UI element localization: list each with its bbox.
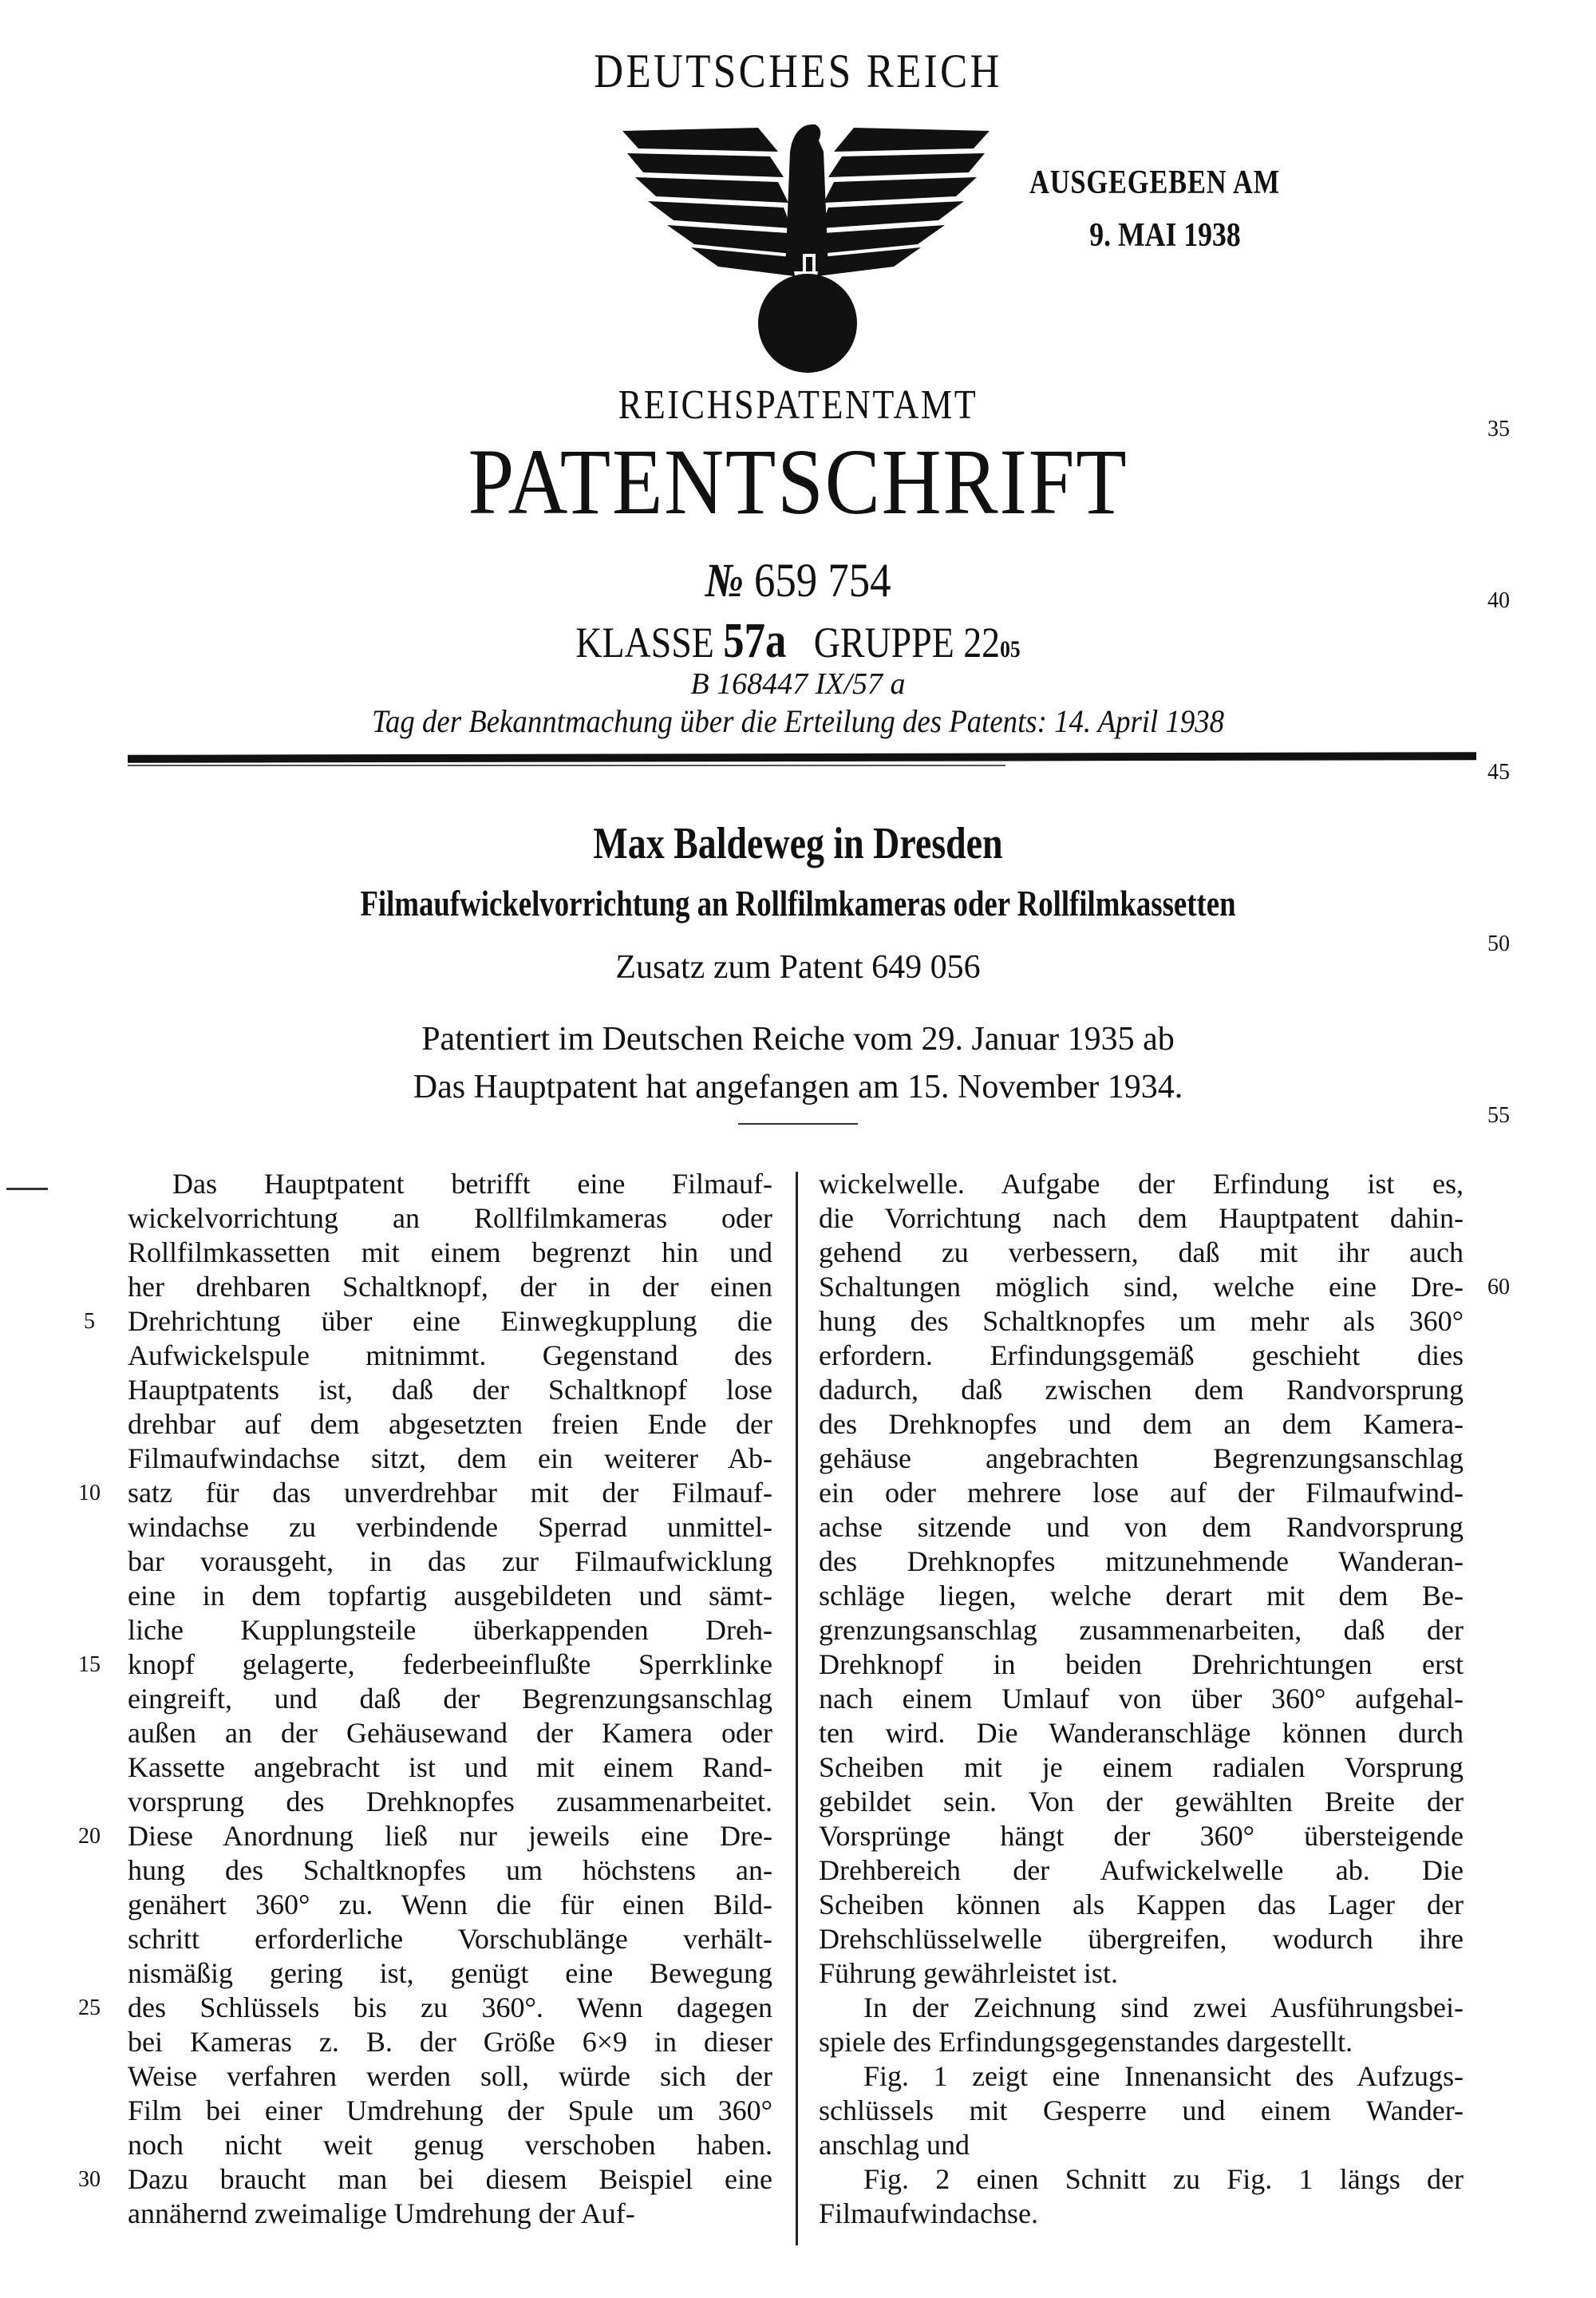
body-line: Drehknopf in beiden Drehrichtungen erst	[819, 1648, 1464, 1680]
body-line: Scheiben mit je einem radialen Vorsprung	[819, 1751, 1464, 1783]
body-line: spiele des Erfindungsgegenstandes dargestellt.	[819, 2026, 1353, 2058]
body-line: Dazu braucht man bei diesem Beispiel eine	[128, 2163, 772, 2195]
body-line: eine in dem topfartig ausgebildeten und sämt-	[128, 1580, 772, 1612]
body-line: außen an der Gehäusewand der Kamera oder	[128, 1717, 772, 1749]
body-column-left	[128, 1167, 772, 2231]
body-line: wickelwelle. Aufgabe der Erfindung ist es,	[819, 1168, 1464, 1200]
body-line: windachse zu verbindende Sperrad unmittel-	[128, 1511, 772, 1543]
body-line: Rollfilmkassetten mit einem begrenzt hin und	[128, 1236, 772, 1268]
line-number: 40	[1487, 588, 1510, 613]
gruppe-value: 22	[963, 619, 1001, 666]
line-number: 15	[78, 1652, 101, 1677]
body-line: achse sitzende und von dem Randvorsprung	[819, 1511, 1464, 1543]
body-line: In der Zeichnung sind zwei Ausführungsbei-	[863, 1991, 1464, 2023]
inventor: Max Baldeweg in Dresden	[593, 819, 1003, 868]
classification-line	[120, 613, 1476, 670]
body-line: nach einem Umlauf von über 360° aufgehal-	[819, 1683, 1464, 1715]
file-reference: B 168447 IX/57 a	[690, 667, 906, 701]
body-line: dadurch, daß zwischen dem Randvorsprung	[819, 1374, 1464, 1406]
patented-date: Patentiert im Deutschen Reiche vom 29. Januar 1935 ab	[421, 1021, 1175, 1058]
document-type-heading: PATENTSCHRIFT	[468, 429, 1128, 534]
body-line: erfordern. Erfindungsgemäß geschieht dies	[819, 1339, 1464, 1371]
line-number: 5	[84, 1309, 95, 1334]
addition-note: Zusatz zum Patent 649 056	[615, 949, 981, 986]
body-line: Diese Anordnung ließ nur jeweils eine Dre-	[128, 1820, 772, 1852]
body-line: bei Kameras z. B. der Größe 6×9 in dieser	[128, 2026, 772, 2058]
issued-date: 9. MAI 1938	[1089, 217, 1241, 254]
body-line: genähert 360° zu. Wenn die für einen Bild-	[128, 1889, 772, 1920]
body-line: gebildet sein. Von der gewählten Breite der	[819, 1786, 1464, 1817]
body-line: Das Hauptpatent betrifft eine Filmauf-	[172, 1168, 772, 1200]
body-line: Schaltungen möglich sind, welche eine Dre-	[819, 1271, 1464, 1303]
body-line: nismäßig gering ist, genügt eine Bewegung	[128, 1957, 772, 1989]
body-line: drehbar auf dem abgesetzten freien Ende der	[128, 1408, 772, 1440]
line-number: 10	[78, 1481, 101, 1505]
line-number: 20	[78, 1824, 101, 1849]
eagle-emblem-icon	[614, 120, 998, 375]
header-rule-thin	[128, 765, 1005, 766]
patent-number-value: 659 754	[753, 554, 891, 607]
section-divider	[738, 1123, 858, 1125]
body-line: Hauptpatents ist, daß der Schaltknopf lose	[128, 1374, 772, 1406]
body-line: knopf gelagerte, federbeeinflußte Sperrklinke	[128, 1648, 772, 1680]
body-line: schlüssels mit Gesperre und einem Wander-	[819, 2094, 1464, 2126]
margin-mark	[6, 1188, 48, 1190]
body-line: ten wird. Die Wanderanschläge können durch	[819, 1717, 1464, 1749]
gruppe-label: GRUPPE	[813, 619, 954, 666]
header-rule	[128, 752, 1476, 763]
body-line: Drehrichtung über eine Einwegkupplung die	[128, 1305, 772, 1337]
body-line: Scheiben können als Kappen das Lager der	[819, 1889, 1464, 1920]
body-column-right	[819, 1167, 1464, 2231]
body-line: liche Kupplungsteile überkappenden Dreh-	[128, 1614, 772, 1646]
line-number: 25	[78, 1995, 101, 2020]
number-sign: №	[705, 554, 744, 607]
issued-stamp	[1029, 164, 1301, 255]
body-line: Kassette angebracht ist und mit einem Rand-	[128, 1751, 772, 1783]
body-line: Drehschlüsselwelle übergreifen, wodurch ihre	[819, 1923, 1464, 1955]
body-line: Weise verfahren werden soll, würde sich der	[128, 2060, 772, 2092]
column-divider	[796, 1172, 798, 2245]
body-line: annähernd zweimalige Umdrehung der Auf-	[128, 2197, 635, 2229]
invention-title: Filmaufwickelvorrichtung an Rollfilmkameras oder Rollfilmkassetten	[360, 883, 1236, 924]
line-number: 30	[78, 2167, 101, 2192]
body-line: des Drehknopfes mitzunehmende Wanderan-	[819, 1545, 1464, 1577]
body-line: gehend zu verbessern, daß mit ihr auch	[819, 1236, 1464, 1268]
body-line: des Schlüssels bis zu 360°. Wenn dagegen	[128, 1991, 772, 2023]
body-line: schritt erforderliche Vorschublänge verhält-	[128, 1923, 772, 1955]
body-line: des Drehknopfes und dem an dem Kamera-	[819, 1408, 1464, 1440]
body-line: die Vorrichtung nach dem Hauptpatent dahin-	[819, 1202, 1464, 1234]
body-line: hung des Schaltknopfes um höchstens an-	[128, 1854, 772, 1886]
body-line: gehäuse angebrachten Begrenzungsanschlag	[819, 1442, 1464, 1474]
issued-label: AUSGEGEBEN AM	[1029, 164, 1280, 201]
gruppe-sub: 05	[1000, 636, 1021, 663]
body-line: ein oder mehrere lose auf der Filmaufwind-	[819, 1477, 1464, 1509]
body-line: hung des Schaltknopfes um mehr als 360°	[819, 1305, 1464, 1337]
patent-number	[96, 553, 1500, 608]
line-number: 50	[1487, 931, 1510, 956]
body-line: bar vorausgeht, in das zur Filmaufwicklung	[128, 1545, 772, 1577]
line-number: 55	[1487, 1103, 1510, 1128]
body-line: Filmaufwindachse sitzt, dem ein weiterer Ab-	[128, 1442, 772, 1474]
line-number: 45	[1487, 760, 1510, 785]
body-line: vorsprung des Drehknopfes zusammenarbeitet.	[128, 1786, 772, 1817]
klasse-label: KLASSE	[575, 619, 714, 666]
office-heading: REICHSPATENTAMT	[618, 382, 978, 428]
body-line: Drehbereich der Aufwickelwelle ab. Die	[819, 1854, 1464, 1886]
body-line: noch nicht weit genug verschoben haben.	[128, 2129, 772, 2161]
body-line: Aufwickelspule mitnimmt. Gegenstand des	[128, 1339, 772, 1371]
line-number: 35	[1487, 417, 1510, 441]
line-number: 60	[1487, 1275, 1510, 1299]
body-line: Film bei einer Umdrehung der Spule um 360°	[128, 2094, 772, 2126]
body-line: her drehbaren Schaltknopf, der in der einen	[128, 1271, 772, 1303]
body-line: wickelvorrichtung an Rollfilmkameras oder	[128, 1202, 772, 1234]
body-line: schläge liegen, welche derart mit dem Be-	[819, 1580, 1464, 1612]
klasse-value: 57a	[723, 614, 787, 668]
main-patent-date: Das Hauptpatent hat angefangen am 15. November 1934.	[413, 1069, 1183, 1105]
announcement-date: Tag der Bekanntmachung über die Erteilung des Patents: 14. April 1938	[371, 703, 1225, 739]
country-heading: DEUTSCHES REICH	[594, 45, 1002, 97]
body-line: Führung gewährleistet ist.	[819, 1957, 1118, 1989]
body-line: satz für das unverdrehbar mit der Filmauf-	[128, 1477, 772, 1509]
body-line: anschlag und	[819, 2129, 970, 2161]
body-line: Filmaufwindachse.	[819, 2197, 1038, 2229]
body-line: Fig. 1 zeigt eine Innenansicht des Aufzugs-	[863, 2060, 1464, 2092]
body-line: Vorsprünge hängt der 360° übersteigende	[819, 1820, 1464, 1852]
body-line: eingreift, und daß der Begrenzungsanschlag	[128, 1683, 772, 1715]
body-line: Fig. 2 einen Schnitt zu Fig. 1 längs der	[863, 2163, 1464, 2195]
body-line: grenzungsanschlag zusammenarbeiten, daß der	[819, 1614, 1464, 1646]
